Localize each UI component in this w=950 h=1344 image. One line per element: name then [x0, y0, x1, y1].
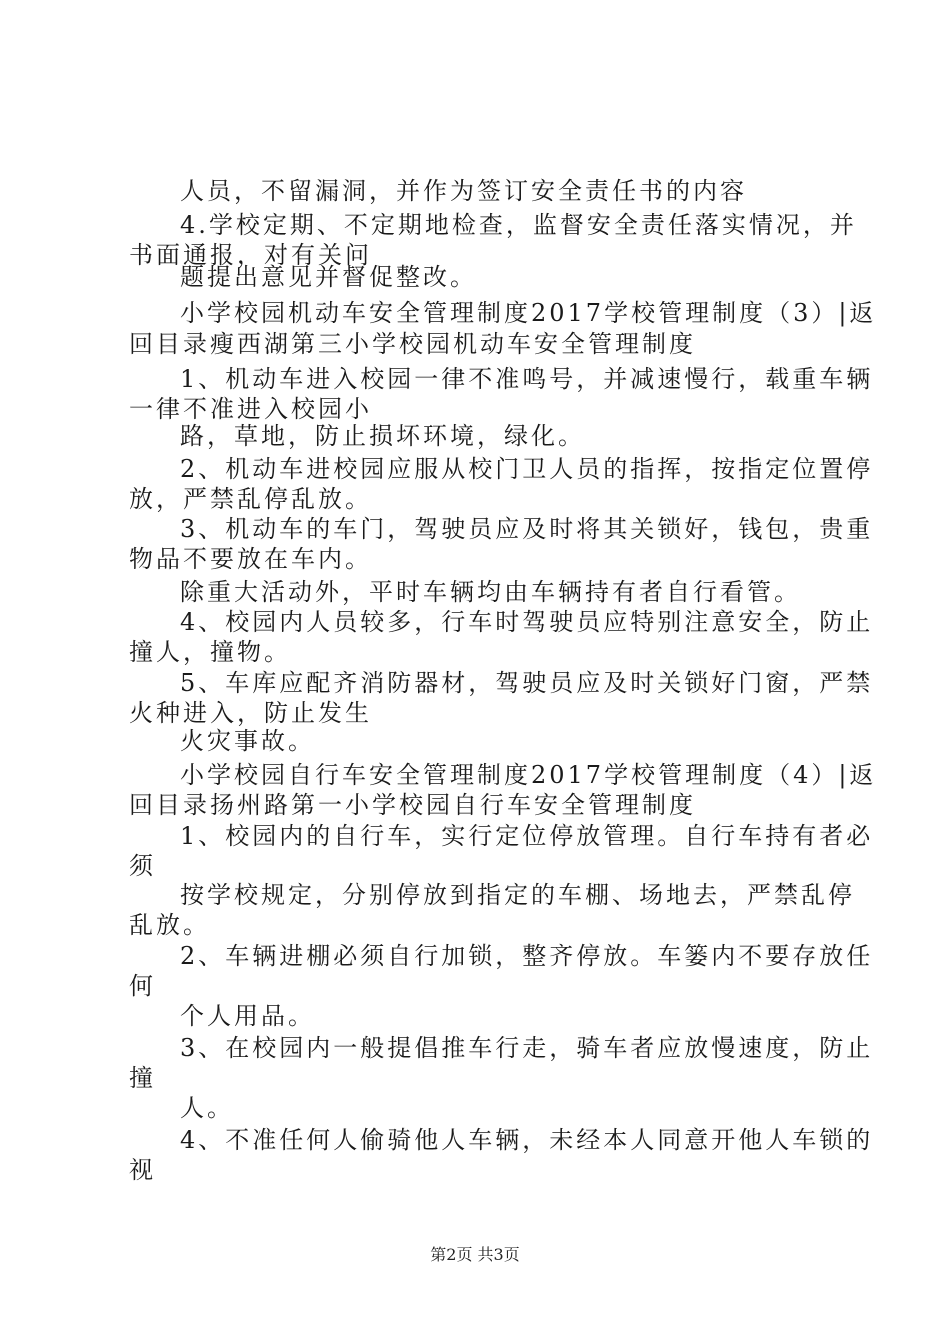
- text-line: 3、在校园内一般提倡推车行走，骑车者应放慢速度，防止: [180, 1034, 874, 1062]
- text-line: 4、不准任何人偷骑他人车辆，未经本人同意开他人车锁的: [180, 1126, 874, 1154]
- text-line: 1、校园内的自行车，实行定位停放管理。自行车持有者必: [180, 822, 874, 850]
- text-line: 回目录瘦西湖第三小学校园机动车安全管理制度: [129, 330, 696, 358]
- text-line: 放，严禁乱停乱放。: [129, 485, 372, 513]
- text-line: 视: [129, 1156, 156, 1184]
- text-line: 2、车辆进棚必须自行加锁，整齐停放。车篓内不要存放任: [180, 942, 874, 970]
- text-line: 按学校规定，分别停放到指定的车棚、场地去，严禁乱停: [180, 881, 855, 909]
- text-line: 一律不准进入校园小: [129, 395, 372, 423]
- text-line: 物品不要放在车内。: [129, 545, 372, 573]
- text-line: 个人用品。: [180, 1002, 315, 1030]
- text-line: 小学校园机动车安全管理制度2017学校管理制度（3）|返: [180, 299, 877, 327]
- text-line: 4、校园内人员较多，行车时驾驶员应特别注意安全，防止: [180, 608, 874, 636]
- text-line: 除重大活动外，平时车辆均由车辆持有者自行看管。: [180, 578, 801, 606]
- text-line: 乱放。: [129, 911, 210, 939]
- text-line: 火种进入，防止发生: [129, 699, 372, 727]
- text-line: 须: [129, 852, 156, 880]
- text-line: 何: [129, 972, 156, 1000]
- text-line: 回目录扬州路第一小学校园自行车安全管理制度: [129, 791, 696, 819]
- page-footer: 第2页 共3页: [430, 1245, 520, 1264]
- text-line: 题提出意见并督促整改。: [180, 263, 477, 291]
- text-line: 火灾事故。: [180, 727, 315, 755]
- text-line: 2、机动车进校园应服从校门卫人员的指挥，按指定位置停: [180, 455, 874, 483]
- text-line: 5、车库应配齐消防器材，驾驶员应及时关锁好门窗，严禁: [180, 669, 874, 697]
- text-line: 撞: [129, 1064, 156, 1092]
- text-line: 3、机动车的车门，驾驶员应及时将其关锁好，钱包，贵重: [180, 515, 874, 543]
- text-line: 4.学校定期、不定期地检查，监督安全责任落实情况，并: [180, 211, 857, 239]
- text-line: 撞人，撞物。: [129, 638, 291, 666]
- text-line: 人。: [180, 1094, 234, 1122]
- text-line: 书面通报，对有关问: [129, 241, 372, 269]
- text-line: 1、机动车进入校园一律不准鸣号，并减速慢行，载重车辆: [180, 365, 874, 393]
- text-line: 路，草地，防止损坏环境，绿化。: [180, 422, 585, 450]
- text-line: 小学校园自行车安全管理制度2017学校管理制度（4）|返: [180, 761, 877, 789]
- text-line: 人员，不留漏洞，并作为签订安全责任书的内容: [180, 177, 747, 205]
